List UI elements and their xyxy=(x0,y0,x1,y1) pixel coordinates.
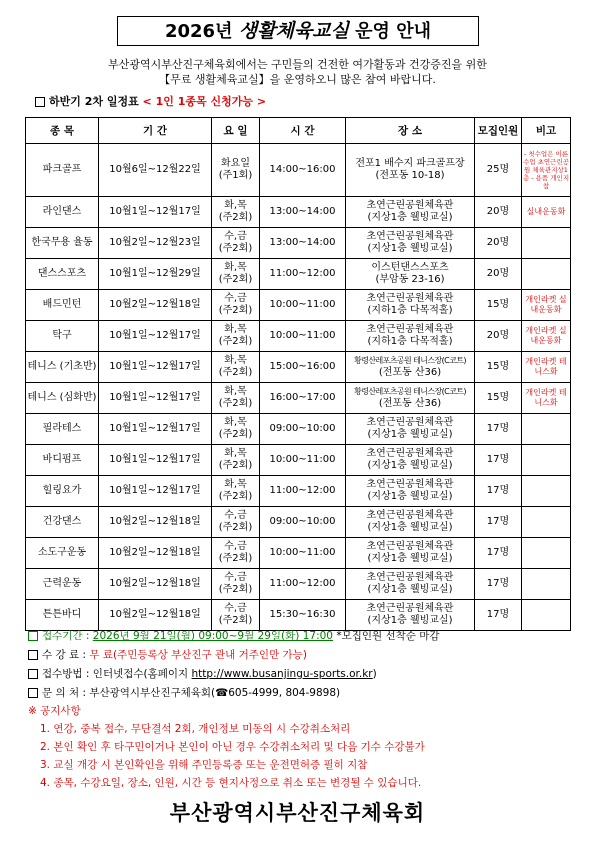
cell-sport: 소도구운동 xyxy=(26,538,99,569)
notice-item: 1. 연강, 중복 접수, 무단결석 2회, 개인정보 미동의 시 수강취소처리 xyxy=(40,723,351,735)
cell-period: 10월1일~12월17일 xyxy=(99,352,212,383)
cell-sport: 파크골프 xyxy=(26,144,99,197)
day-frequency: (주2회) xyxy=(218,460,253,471)
cell-day xyxy=(212,538,260,569)
cell-note: 실내운동화 xyxy=(522,197,571,228)
place-name: 초연근린공원체육관 xyxy=(366,200,454,211)
checkbox-icon xyxy=(28,688,38,698)
place-name: 초연근린공원체육관 xyxy=(366,572,454,583)
title-emphasis: 생활체육교실 xyxy=(238,20,349,42)
table-row xyxy=(26,445,571,476)
contact-line xyxy=(28,686,340,700)
cell-note: 개인라켓 실내운동화 xyxy=(522,290,571,321)
cell-place xyxy=(346,445,475,476)
cell-time: 11:00~12:00 xyxy=(260,569,346,600)
cell-sport: 테니스 (심화반) xyxy=(26,383,99,414)
cell-note xyxy=(522,507,571,538)
cell-period: 10월1일~12월17일 xyxy=(99,445,212,476)
cell-sport: 배드민턴 xyxy=(26,290,99,321)
cell-place xyxy=(346,538,475,569)
intro-line-2: 【무료 생활체육교실】을 운영하오니 많은 참여 바랍니다. xyxy=(159,73,436,86)
day-text: 화,목 xyxy=(224,200,247,211)
cell-period: 10월2일~12월18일 xyxy=(99,600,212,631)
cell-time: 10:00~11:00 xyxy=(260,538,346,569)
cell-day xyxy=(212,144,260,197)
day-frequency: (주1회) xyxy=(218,170,253,181)
notice-list xyxy=(40,722,425,794)
cell-note xyxy=(522,445,571,476)
contact-value: 부산광역시부산진구체육회(☎605-4999, 804-9898) xyxy=(89,687,341,699)
cell-count: 20명 xyxy=(475,228,522,259)
page-title xyxy=(117,16,479,46)
cell-place xyxy=(346,144,475,197)
place-address: (지상1층 웰빙교실) xyxy=(367,243,453,254)
cell-count: 15명 xyxy=(475,352,522,383)
cell-day xyxy=(212,383,260,414)
day-text: 화요일 xyxy=(221,158,250,169)
cell-place xyxy=(346,197,475,228)
cell-day xyxy=(212,600,260,631)
cell-note xyxy=(522,414,571,445)
day-frequency: (주2회) xyxy=(218,243,253,254)
method-line xyxy=(28,667,377,681)
cell-count: 20명 xyxy=(475,197,522,228)
checkbox-icon xyxy=(28,650,38,660)
header-time: 시 간 xyxy=(260,118,346,144)
cell-sport: 근력운동 xyxy=(26,569,99,600)
cell-day xyxy=(212,228,260,259)
cell-time: 11:00~12:00 xyxy=(260,476,346,507)
cell-period: 10월2일~12월18일 xyxy=(99,290,212,321)
period-label: 접수기간 : xyxy=(42,630,90,642)
day-frequency: (주2회) xyxy=(218,522,253,533)
cell-place xyxy=(346,476,475,507)
cell-note xyxy=(522,569,571,600)
table-row xyxy=(26,197,571,228)
cell-note xyxy=(522,259,571,290)
day-text: 수,금 xyxy=(224,293,247,304)
intro-line-1: 부산광역시부산진구체육회에서는 구민들의 건전한 여가활동과 건강증진을 위한 xyxy=(108,58,487,71)
schedule-heading xyxy=(35,93,266,109)
fee-label: 수 강 료 : xyxy=(42,649,86,661)
day-frequency: (주2회) xyxy=(218,553,253,564)
place-name: 초연근린공원체육관 xyxy=(366,293,454,304)
cell-time: 16:00~17:00 xyxy=(260,383,346,414)
day-text: 수,금 xyxy=(224,231,247,242)
place-name: 초연근린공원체육관 xyxy=(366,479,454,490)
cell-count: 17명 xyxy=(475,507,522,538)
cell-time: 10:00~11:00 xyxy=(260,445,346,476)
cell-count: 17명 xyxy=(475,414,522,445)
place-name: 황령산레포츠공원 테니스장(C코트) xyxy=(354,356,466,365)
place-name: 이스턴댄스스포츠 xyxy=(371,262,449,273)
cell-note xyxy=(522,228,571,259)
table-row xyxy=(26,538,571,569)
table-row xyxy=(26,569,571,600)
place-address: (부암동 23-16) xyxy=(375,274,445,285)
day-text: 수,금 xyxy=(224,541,247,552)
place-name: 초연근린공원체육관 xyxy=(366,510,454,521)
place-name: 초연근린공원체육관 xyxy=(366,324,454,335)
cell-time: 10:00~11:00 xyxy=(260,290,346,321)
cell-period: 10월1일~12월17일 xyxy=(99,476,212,507)
header-count: 모집인원 xyxy=(475,118,522,144)
day-text: 수,금 xyxy=(224,603,247,614)
cell-period: 10월2일~12월23일 xyxy=(99,228,212,259)
place-address: (지하1층 다목적홀) xyxy=(367,336,453,347)
table-row xyxy=(26,259,571,290)
cell-day xyxy=(212,569,260,600)
table-header-row xyxy=(26,118,571,144)
day-text: 화,목 xyxy=(224,324,247,335)
notice-item: 4. 종목, 수강요일, 장소, 인원, 시간 등 현지사정으로 취소 또는 변경될 수 있습니다. xyxy=(40,777,422,789)
cell-period: 10월2일~12월18일 xyxy=(99,507,212,538)
cell-place xyxy=(346,600,475,631)
cell-day xyxy=(212,414,260,445)
place-address: (지상1층 웰빙교실) xyxy=(367,429,453,440)
cell-day xyxy=(212,445,260,476)
cell-time: 13:00~14:00 xyxy=(260,228,346,259)
cell-day xyxy=(212,290,260,321)
cell-time: 10:00~11:00 xyxy=(260,321,346,352)
method-label: 접수방법 : xyxy=(42,668,90,680)
day-frequency: (주2회) xyxy=(218,491,253,502)
cell-period: 10월1일~12월17일 xyxy=(99,383,212,414)
day-frequency: (주2회) xyxy=(218,305,253,316)
fee-value: 무 료(주민등록상 부산진구 관내 거주인만 가능) xyxy=(89,649,307,661)
day-text: 화,목 xyxy=(224,262,247,273)
checkbox-icon xyxy=(35,97,45,107)
title-rest: 운영 안내 xyxy=(355,21,431,42)
table-row xyxy=(26,414,571,445)
cell-place xyxy=(346,507,475,538)
cell-period: 10월2일~12월18일 xyxy=(99,569,212,600)
day-frequency: (주2회) xyxy=(218,429,253,440)
day-text: 화,목 xyxy=(224,417,247,428)
cell-count: 20명 xyxy=(475,321,522,352)
place-name: 초연근린공원체육관 xyxy=(366,417,454,428)
cell-period: 10월1일~12월29일 xyxy=(99,259,212,290)
table-row xyxy=(26,383,571,414)
table-row xyxy=(26,352,571,383)
day-text: 화,목 xyxy=(224,448,247,459)
schedule-table xyxy=(25,117,571,631)
cell-count: 15명 xyxy=(475,383,522,414)
place-address: (지상1층 웰빙교실) xyxy=(367,553,453,564)
cell-count: 17명 xyxy=(475,538,522,569)
place-address: (지상1층 웰빙교실) xyxy=(367,584,453,595)
cell-day xyxy=(212,352,260,383)
checkbox-icon xyxy=(28,669,38,679)
day-frequency: (주2회) xyxy=(218,212,253,223)
cell-note xyxy=(522,600,571,631)
footer-organization: 부산광역시부산진구체육회 xyxy=(169,801,426,825)
table-row xyxy=(26,228,571,259)
header-note: 비고 xyxy=(522,118,571,144)
cell-sport: 탁구 xyxy=(26,321,99,352)
cell-period: 10월1일~12월17일 xyxy=(99,414,212,445)
cell-place xyxy=(346,383,475,414)
contact-label: 문 의 처 : xyxy=(42,687,86,699)
cell-period: 10월1일~12월17일 xyxy=(99,321,212,352)
period-note: *모집인원 선착순 마감 xyxy=(336,630,440,642)
place-address: (지상1층 웰빙교실) xyxy=(367,615,453,626)
place-name: 초연근린공원체육관 xyxy=(366,448,454,459)
cell-note: 개인라켓 테니스화 xyxy=(522,383,571,414)
cell-count: 17명 xyxy=(475,445,522,476)
place-address: (지상1층 웰빙교실) xyxy=(367,491,453,502)
cell-note xyxy=(522,476,571,507)
place-address: (전포동 10-18) xyxy=(375,170,445,181)
cell-place xyxy=(346,352,475,383)
cell-note: 개인라켓 실내운동화 xyxy=(522,321,571,352)
header-period: 기 간 xyxy=(99,118,212,144)
cell-note: 개인라켓 테니스화 xyxy=(522,352,571,383)
cell-sport: 필라테스 xyxy=(26,414,99,445)
place-name: 전포1 배수지 파크골프장 xyxy=(355,158,465,169)
place-address: (지하1층 다목적홀) xyxy=(367,305,453,316)
place-address: (전포동 산36) xyxy=(378,367,442,378)
cell-place xyxy=(346,259,475,290)
table-row xyxy=(26,600,571,631)
table-row xyxy=(26,290,571,321)
notice-item: 3. 교실 개강 시 본인확인을 위해 주민등록증 또는 운전면허증 필히 지참 xyxy=(40,759,368,771)
cell-day xyxy=(212,197,260,228)
place-name: 황령산레포츠공원 테니스장(C코트) xyxy=(354,387,466,396)
period-value: 2026년 9월 21일(월) 09:00~9월 29일(화) 17:00 xyxy=(92,630,333,642)
header-day: 요 일 xyxy=(212,118,260,144)
cell-place xyxy=(346,228,475,259)
cell-day xyxy=(212,259,260,290)
place-name: 초연근린공원체육관 xyxy=(366,541,454,552)
cell-place xyxy=(346,290,475,321)
day-text: 화,목 xyxy=(224,355,247,366)
place-name: 초연근린공원체육관 xyxy=(366,603,454,614)
cell-sport: 바디펌프 xyxy=(26,445,99,476)
day-text: 수,금 xyxy=(224,572,247,583)
schedule-close: > xyxy=(256,95,267,108)
place-address: (지상1층 웰빙교실) xyxy=(367,212,453,223)
cell-sport: 테니스 (기초반) xyxy=(26,352,99,383)
cell-sport: 힐링요가 xyxy=(26,476,99,507)
cell-day xyxy=(212,507,260,538)
cell-count: 17명 xyxy=(475,569,522,600)
day-text: 화,목 xyxy=(224,479,247,490)
cell-period: 10월2일~12월18일 xyxy=(99,538,212,569)
cell-place xyxy=(346,321,475,352)
cell-note: - 첫수업은 이론수업 초연근린공원 체육관지상1층 - 용품 개인지참 xyxy=(522,144,571,197)
day-text: 화,목 xyxy=(224,386,247,397)
place-address: (지상1층 웰빙교실) xyxy=(367,522,453,533)
header-place: 장 소 xyxy=(346,118,475,144)
cell-count: 20명 xyxy=(475,259,522,290)
notice-item: 2. 본인 확인 후 타구민이거나 본인이 아닌 경우 수강취소처리 및 다음 기수 수강불가 xyxy=(40,741,425,753)
cell-note xyxy=(522,538,571,569)
cell-place xyxy=(346,569,475,600)
notice-heading: ※ 공지사항 xyxy=(28,705,81,717)
cell-time: 13:00~14:00 xyxy=(260,197,346,228)
cell-period: 10월1일~12월17일 xyxy=(99,197,212,228)
method-value: 인터넷접수(홈페이지 xyxy=(92,668,189,680)
schedule-heading-text: 하반기 2차 일정표 xyxy=(49,95,139,108)
table-row xyxy=(26,321,571,352)
cell-count: 17명 xyxy=(475,600,522,631)
place-address: (전포동 산36) xyxy=(378,398,442,409)
homepage-link[interactable]: http://www.busanjingu-sports.or.kr xyxy=(191,668,373,680)
day-frequency: (주2회) xyxy=(218,274,253,285)
cell-day xyxy=(212,476,260,507)
cell-count: 15명 xyxy=(475,290,522,321)
cell-count: 25명 xyxy=(475,144,522,197)
cell-time: 09:00~10:00 xyxy=(260,414,346,445)
day-frequency: (주2회) xyxy=(218,615,253,626)
header-sport: 종 목 xyxy=(26,118,99,144)
cell-count: 17명 xyxy=(475,476,522,507)
cell-sport: 한국무용 율동 xyxy=(26,228,99,259)
fee-line xyxy=(28,648,307,662)
cell-sport: 라인댄스 xyxy=(26,197,99,228)
place-address: (지상1층 웰빙교실) xyxy=(367,460,453,471)
cell-time: 15:00~16:00 xyxy=(260,352,346,383)
place-name: 초연근린공원체육관 xyxy=(366,231,454,242)
cell-time: 11:00~12:00 xyxy=(260,259,346,290)
day-frequency: (주2회) xyxy=(218,336,253,347)
table-row xyxy=(26,476,571,507)
table-row xyxy=(26,507,571,538)
day-frequency: (주2회) xyxy=(218,584,253,595)
schedule-open: < xyxy=(142,95,152,108)
cell-sport: 건강댄스 xyxy=(26,507,99,538)
cell-time: 15:30~16:30 xyxy=(260,600,346,631)
cell-time: 09:00~10:00 xyxy=(260,507,346,538)
cell-sport: 댄스스포츠 xyxy=(26,259,99,290)
day-frequency: (주2회) xyxy=(218,367,253,378)
table-row xyxy=(26,144,571,197)
cell-day xyxy=(212,321,260,352)
cell-period: 10월6일~12월22일 xyxy=(99,144,212,197)
cell-time: 14:00~16:00 xyxy=(260,144,346,197)
checkbox-icon xyxy=(28,631,38,641)
cell-sport: 튼튼바디 xyxy=(26,600,99,631)
period-line xyxy=(28,629,440,643)
schedule-highlight: 1인 1종목 신청가능 xyxy=(155,95,253,108)
day-text: 수,금 xyxy=(224,510,247,521)
cell-place xyxy=(346,414,475,445)
title-year: 2026년 xyxy=(164,21,233,42)
day-frequency: (주2회) xyxy=(218,398,253,409)
method-close: ) xyxy=(372,668,377,680)
